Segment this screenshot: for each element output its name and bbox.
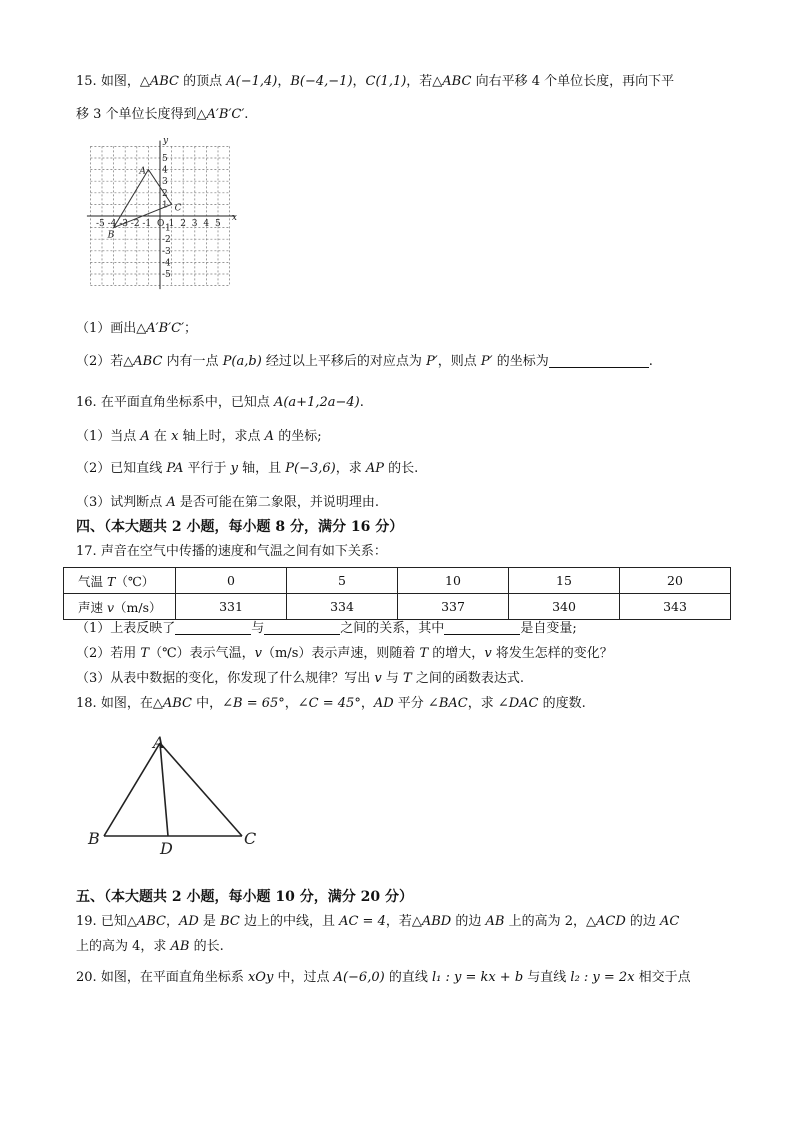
q16-line1: 16. 在平面直角坐标系中，已知点 A(a+1,2a−4). — [76, 395, 364, 410]
q19-line1: 19. 已知△ABC，AD 是 BC 边上的中线，且 AC = 4，若△ABD 的边 AB 上的高为 2，△ACD 的边 AC — [76, 914, 680, 929]
speed-cell: 331 — [176, 594, 287, 620]
answer-blank[interactable] — [175, 620, 251, 635]
y-tick-label: -4 — [162, 258, 171, 269]
x-tick-label: -5 — [96, 219, 105, 229]
x-tick-label: 3 — [191, 219, 198, 229]
y-tick-label: -1 — [162, 223, 171, 234]
q20-number: 20. — [76, 970, 97, 985]
q16-part1: （1）当点 A 在 x 轴上时，求点 A 的坐标; — [76, 429, 322, 444]
section-4-heading: 四、（本大题共 2 小题，每小题 8 分，满分 16 分） — [76, 519, 404, 535]
q17-data-table — [63, 567, 731, 620]
side-ab — [104, 743, 160, 836]
row-header-temperature: 气温 T（℃） — [64, 568, 176, 594]
q15-line1: 15. 如图，△ABC 的顶点 A(−1,4)，B(−4,−1)，C(1,1)，若△ABC 向右平移 4 个单位长度，再向下平 — [76, 74, 675, 89]
q19-line2: 上的高为 4，求 AB 的长. — [76, 939, 224, 954]
x-tick-label: -3 — [119, 219, 128, 229]
y-tick-label: -3 — [162, 246, 171, 257]
temp-cell: 5 — [287, 568, 398, 594]
answer-blank[interactable] — [444, 620, 520, 635]
table-row — [64, 594, 731, 620]
side-ac — [160, 743, 242, 836]
y-tick-label: -2 — [162, 235, 171, 246]
vertex-label-b: B — [88, 829, 100, 848]
x-tick-label: O — [157, 219, 165, 229]
point-label-a: A — [139, 166, 146, 177]
q15-coordinate-graph — [74, 138, 244, 298]
q15-point-a: A(−1,4) — [226, 74, 278, 89]
y-axis-label: y — [163, 138, 169, 146]
q18-line1: 18. 如图，在△ABC 中，∠B = 65°，∠C = 45°，AD 平分 ∠BAC，求 ∠DAC 的度数. — [76, 696, 586, 711]
x-tick-label: 2 — [180, 219, 186, 229]
y-tick-label: 3 — [162, 177, 168, 188]
y-tick-label: -5 — [162, 270, 171, 280]
q17-line1: 17. 声音在空气中传播的速度和气温之间有如下关系： — [76, 544, 387, 559]
bisector-ad — [160, 743, 168, 836]
section-5-heading: 五、（本大题共 2 小题，每小题 10 分，满分 20 分） — [76, 889, 413, 905]
x-tick-label: -4 — [107, 219, 117, 229]
speed-cell: 343 — [620, 594, 731, 620]
temp-cell: 15 — [509, 568, 620, 594]
q17-part3: （3）从表中数据的变化，你发现了什么规律？写出 v 与 T 之间的函数表达式. — [76, 671, 524, 686]
vertex-label-c: C — [244, 829, 257, 848]
q16-part2: （2）已知直线 PA 平行于 y 轴，且 P(−3,6)，求 AP 的长. — [76, 461, 419, 476]
x-axis-label: x — [231, 213, 237, 223]
q15-part1: （1）画出△A′B′C′； — [76, 321, 198, 336]
answer-blank[interactable] — [549, 353, 649, 368]
speed-cell: 340 — [509, 594, 620, 620]
point-label-b: B — [107, 230, 115, 241]
y-tick-label: 4 — [162, 165, 168, 176]
q18-triangle-figure — [80, 728, 270, 860]
q17-part2: （2）若用 T（℃）表示气温，v（m/s）表示声速，则随着 T 的增大，v 将发生怎样的变化？ — [76, 646, 613, 661]
point-label-c: C — [174, 203, 182, 214]
speed-cell: 337 — [398, 594, 509, 620]
temp-cell: 10 — [398, 568, 509, 594]
vertex-label-a: A — [153, 733, 165, 752]
q16-number: 16. — [76, 395, 97, 410]
q16-part3: （3）试判断点 A 是否可能在第二象限，并说明理由. — [76, 495, 380, 510]
q15-part2: （2）若△ABC 内有一点 P(a,b) 经过以上平移后的对应点为 P′，则点 P′ 的坐标为 . — [76, 354, 653, 369]
vertex-label-d: D — [160, 839, 173, 858]
y-tick-label: 5 — [162, 154, 168, 164]
speed-cell: 334 — [287, 594, 398, 620]
temp-cell: 0 — [176, 568, 287, 594]
q17-part1: （1）上表反映了 与 之间的关系，其中 是自变量; — [76, 621, 577, 636]
x-tick-label: -2 — [130, 219, 140, 229]
table-row — [64, 568, 731, 594]
answer-blank[interactable] — [264, 620, 340, 635]
x-tick-label: -1 — [142, 219, 152, 229]
row-header-speed: 声速 v（m/s） — [64, 594, 176, 620]
x-tick-label: 4 — [203, 219, 210, 229]
q18-number: 18. — [76, 696, 97, 711]
y-tick-label: 1 — [162, 200, 168, 211]
q15-point-b: B(−4,−1) — [290, 74, 353, 89]
q15-line2: 移 3 个单位长度得到△A′B′C′. — [76, 107, 249, 122]
q19-number: 19. — [76, 914, 97, 929]
temp-cell: 20 — [620, 568, 731, 594]
y-tick-label: 2 — [162, 188, 168, 199]
x-tick-label: 5 — [215, 219, 221, 229]
q17-number: 17. — [76, 544, 97, 559]
q15-point-c: C(1,1) — [365, 74, 407, 89]
q15-number: 15. — [76, 74, 97, 89]
q20-line1: 20. 如图，在平面直角坐标系 xOy 中，过点 A(−6,0) 的直线 l₁ : y = kx + b 与直线 l₂ : y = 2x 相交于点 — [76, 970, 691, 985]
x-tick-label: 1 — [168, 219, 175, 229]
